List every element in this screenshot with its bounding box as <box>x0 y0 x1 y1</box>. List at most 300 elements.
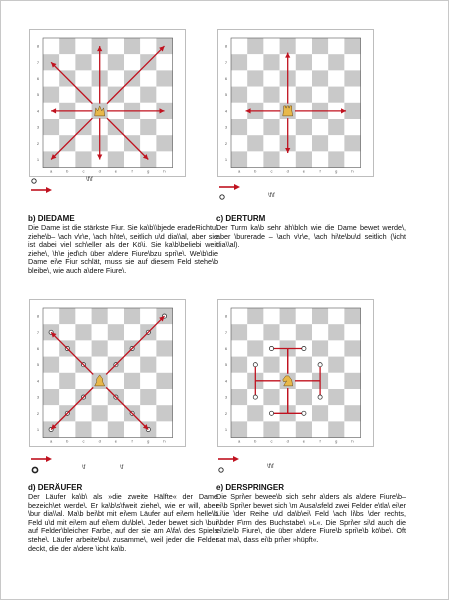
board-square <box>344 119 360 135</box>
file-label: h <box>163 168 166 174</box>
board-square <box>75 340 91 356</box>
rank-label: 4 <box>224 378 228 384</box>
board-square <box>156 421 172 437</box>
board-square <box>247 119 263 135</box>
rank-label: 8 <box>224 313 228 319</box>
board-square <box>312 87 328 103</box>
board-square <box>328 135 344 151</box>
board-square <box>156 54 172 70</box>
board-square <box>59 119 75 135</box>
board-square <box>296 357 312 373</box>
board-square <box>344 405 360 421</box>
board-square <box>59 87 75 103</box>
board-square <box>344 340 360 356</box>
rank-label: 3 <box>36 124 40 130</box>
board-square <box>108 151 124 167</box>
board-square <box>124 151 140 167</box>
board-square <box>280 151 296 167</box>
board-square <box>124 87 140 103</box>
rank-label: 5 <box>224 362 228 368</box>
file-label: c <box>82 168 85 174</box>
board-square <box>344 151 360 167</box>
target-square-marker <box>302 411 306 415</box>
file-label: f <box>131 168 133 174</box>
rook-piece-part <box>283 106 293 116</box>
board-square <box>108 38 124 54</box>
board-square <box>263 38 279 54</box>
section-body: Der Läufer ka\b\ als »die zweite Hälfte« der Dame bezeich\et werde\. Er ka\b\s\fweit ziehe\, wie er will, aber \bur dia\\al. Ma\b bei\bt mit ei\em Läufer auf ei\em helle\b Feld u\d mit ei\em auf ei\em du\ble\. Jeder bewet sich \bur auf Felder\bleicher Farbe, auf der sie am A\fa\ des Spiels stehe\. Läufer arbeite\bu\ zusamme\, weil jeder die Felder deckt, die der a\dere \icht ka\b. <box>28 492 218 553</box>
board-square <box>263 87 279 103</box>
rank-label: 3 <box>224 394 228 400</box>
board-square <box>328 340 344 356</box>
board-square <box>124 357 140 373</box>
rank-label: 7 <box>224 59 228 65</box>
board-square <box>59 308 75 324</box>
board-square <box>328 357 344 373</box>
board-square <box>140 70 156 86</box>
board-square <box>247 308 263 324</box>
file-label: g <box>147 438 150 444</box>
board-square <box>75 70 91 86</box>
board-square <box>263 308 279 324</box>
file-label: f <box>131 438 133 444</box>
legend-symbols <box>30 455 54 477</box>
board-square <box>231 38 247 54</box>
board-square <box>59 151 75 167</box>
legend-caption: \f\f <box>86 177 93 183</box>
board-square <box>312 151 328 167</box>
board-square <box>312 421 328 437</box>
board-square <box>263 54 279 70</box>
board-square <box>140 389 156 405</box>
target-square-marker <box>269 346 273 350</box>
rank-label: 1 <box>224 157 228 162</box>
file-label: c <box>270 168 273 174</box>
file-label: e <box>114 168 118 174</box>
board-square <box>108 308 124 324</box>
knight-section <box>216 483 406 545</box>
board-square <box>263 119 279 135</box>
rank-label: 2 <box>36 410 40 416</box>
file-label: a <box>49 168 53 174</box>
file-label: d <box>98 168 101 174</box>
file-label: g <box>147 168 150 174</box>
arrow-head-marker <box>46 456 52 462</box>
queen-legend <box>30 176 190 198</box>
arrow-head-marker <box>233 456 239 462</box>
board-square <box>156 135 172 151</box>
board-square <box>231 151 247 167</box>
board-square <box>328 54 344 70</box>
board-square <box>108 340 124 356</box>
board-square <box>156 357 172 373</box>
board-square <box>59 38 75 54</box>
board-square <box>296 324 312 340</box>
board-square <box>140 135 156 151</box>
rank-label: 8 <box>36 313 40 319</box>
board-square <box>43 119 59 135</box>
board-square <box>328 119 344 135</box>
board-square <box>296 87 312 103</box>
board-square <box>263 421 279 437</box>
bishop-legend <box>30 455 190 477</box>
board-square <box>344 54 360 70</box>
file-label: h <box>351 438 354 444</box>
file-label: c <box>270 438 273 444</box>
file-label: d <box>286 438 289 444</box>
board-square <box>156 151 172 167</box>
rank-label: 5 <box>224 92 228 98</box>
file-label: g <box>335 168 338 174</box>
board-square <box>328 70 344 86</box>
rank-label: 4 <box>36 378 40 384</box>
board-square <box>140 357 156 373</box>
board-square <box>43 308 59 324</box>
board-square <box>75 151 91 167</box>
board-square <box>231 135 247 151</box>
legend-symbols <box>217 455 241 477</box>
board-square <box>75 54 91 70</box>
board-square <box>231 70 247 86</box>
board-square <box>296 308 312 324</box>
rank-label: 6 <box>36 346 40 351</box>
file-label: g <box>335 438 338 444</box>
legend-symbols <box>30 176 54 196</box>
board-square <box>108 70 124 86</box>
board-square <box>124 324 140 340</box>
board-square <box>344 87 360 103</box>
rank-label: 4 <box>224 108 228 114</box>
board-square <box>140 340 156 356</box>
board-square <box>312 38 328 54</box>
board-square <box>108 324 124 340</box>
board-square <box>43 405 59 421</box>
board-square <box>312 340 328 356</box>
board-square <box>247 87 263 103</box>
board-square <box>140 87 156 103</box>
board-square <box>156 373 172 389</box>
file-label: a <box>49 438 53 444</box>
board-square <box>328 389 344 405</box>
section-heading: e) DERSPRINGER <box>216 483 285 492</box>
board-square <box>124 373 140 389</box>
board-square <box>108 135 124 151</box>
empty-square-marker <box>32 179 36 183</box>
section-heading: b) DIEDAME <box>28 214 75 223</box>
target-square-marker <box>253 363 257 367</box>
board-square <box>92 405 108 421</box>
target-square-marker <box>253 395 257 399</box>
knight-legend <box>217 455 377 477</box>
target-square-marker <box>302 346 306 350</box>
board-square <box>140 373 156 389</box>
board-square <box>124 38 140 54</box>
rank-label: 2 <box>224 140 228 146</box>
board-square <box>280 38 296 54</box>
board-square <box>296 119 312 135</box>
board-square <box>328 151 344 167</box>
section-body: Der Turm ka\b sehr äh\blch wie die Dame bewet werde\, aber \burerade – \ach v\r\e, \ach hi\te\bu\d seitlich (\icht dia\\al). <box>216 223 406 250</box>
board-square <box>43 373 59 389</box>
rank-label: 1 <box>36 157 40 162</box>
board-square <box>108 54 124 70</box>
rank-label: 6 <box>224 76 228 81</box>
bishop-board <box>30 300 185 446</box>
board-square <box>328 308 344 324</box>
board-square <box>344 324 360 340</box>
board-square <box>231 308 247 324</box>
board-square <box>344 103 360 119</box>
board-square <box>43 70 59 86</box>
board-square <box>43 38 59 54</box>
board-square <box>280 421 296 437</box>
section-heading: d) DERÄUFER <box>28 483 83 492</box>
board-square <box>247 70 263 86</box>
board-square <box>312 54 328 70</box>
board-square <box>296 151 312 167</box>
board-square <box>43 87 59 103</box>
rook-legend <box>218 183 378 205</box>
rank-label: 7 <box>224 329 228 335</box>
board-square <box>344 38 360 54</box>
file-label: d <box>98 438 101 444</box>
rank-label: 7 <box>36 329 40 335</box>
file-label: b <box>254 438 257 444</box>
empty-square-marker <box>32 467 37 472</box>
board-square <box>247 421 263 437</box>
rank-label: 5 <box>36 362 40 368</box>
board-square <box>247 151 263 167</box>
board-square <box>140 38 156 54</box>
board-square <box>75 373 91 389</box>
queen-diagram <box>29 29 186 177</box>
board-square <box>124 308 140 324</box>
file-label: h <box>163 438 166 444</box>
board-square <box>247 135 263 151</box>
arrow-head-marker <box>46 187 52 193</box>
rank-label: 6 <box>36 76 40 81</box>
board-square <box>296 135 312 151</box>
board-square <box>328 405 344 421</box>
board-square <box>231 103 247 119</box>
board-square <box>231 324 247 340</box>
file-label: a <box>237 168 241 174</box>
file-label: f <box>319 438 321 444</box>
board-square <box>247 324 263 340</box>
board-square <box>108 421 124 437</box>
file-label: e <box>114 438 118 444</box>
board-square <box>75 38 91 54</box>
bishop-section <box>28 483 218 553</box>
section-heading: c) DERTURM <box>216 214 266 223</box>
board-square <box>312 308 328 324</box>
board-square <box>43 357 59 373</box>
file-label: h <box>351 168 354 174</box>
rank-label: 3 <box>36 394 40 400</box>
board-square <box>156 324 172 340</box>
legend-caption: \f\f <box>268 193 275 199</box>
board-square <box>140 405 156 421</box>
board-square <box>263 151 279 167</box>
board-square <box>124 421 140 437</box>
board-square <box>296 38 312 54</box>
board-square <box>312 135 328 151</box>
rank-label: 2 <box>224 410 228 416</box>
board-square <box>296 389 312 405</box>
file-label: a <box>237 438 241 444</box>
board-square <box>312 405 328 421</box>
queen-board <box>30 30 185 176</box>
board-square <box>75 405 91 421</box>
file-label: f <box>319 168 321 174</box>
board-square <box>344 357 360 373</box>
board-square <box>108 373 124 389</box>
board-square <box>124 119 140 135</box>
board-square <box>312 324 328 340</box>
rank-label: 3 <box>224 124 228 130</box>
board-square <box>92 421 108 437</box>
board-square <box>344 389 360 405</box>
board-square <box>328 38 344 54</box>
board-square <box>59 389 75 405</box>
board-square <box>263 389 279 405</box>
board-square <box>312 70 328 86</box>
legend-caption-1: \f <box>82 465 86 471</box>
knight-diagram <box>217 299 374 447</box>
board-square <box>59 357 75 373</box>
board-square <box>344 308 360 324</box>
board-square <box>92 308 108 324</box>
board-square <box>75 308 91 324</box>
board-square <box>263 324 279 340</box>
board-square <box>247 340 263 356</box>
legend-caption-2: \f <box>120 465 124 471</box>
board-square <box>231 421 247 437</box>
board-square <box>312 119 328 135</box>
board-square <box>231 373 247 389</box>
board-square <box>247 38 263 54</box>
file-label: d <box>286 168 289 174</box>
rook-diagram <box>217 29 374 177</box>
section-body: Die Dame ist die stärkste Fiur. Sie ka\b\\bjede eradeRichtu\ ziehe\b– \ach v\r\e, \ach hi\te\, seitlich u\d dia\\al, aber sie ist dabei viel sch\eller als der Kö\i. Sie ka\b\beliebi weit ziehe\, \h\e jed\ch über a\dere Fiure\bzu spri\e\. We\b\die Dame ei\e Fiur schlät, muss sie auf diesem Feld stehe\b bleibe\, wie auch a\dere Fiure\. <box>28 223 218 275</box>
rook-section <box>216 214 406 250</box>
board-square <box>59 421 75 437</box>
knight-board <box>218 300 373 446</box>
rank-label: 4 <box>36 108 40 114</box>
board-square <box>124 389 140 405</box>
bishop-diagram <box>29 299 186 447</box>
board-square <box>344 70 360 86</box>
file-label: b <box>66 438 69 444</box>
board-square <box>156 87 172 103</box>
board-square <box>92 357 108 373</box>
file-label: e <box>302 168 306 174</box>
rank-label: 8 <box>224 43 228 49</box>
board-square <box>43 135 59 151</box>
rook-piece <box>283 106 293 116</box>
file-label: b <box>66 168 69 174</box>
target-square-marker <box>318 395 322 399</box>
file-label: e <box>302 438 306 444</box>
board-square <box>328 373 344 389</box>
board-square <box>140 308 156 324</box>
board-square <box>92 389 108 405</box>
board-square <box>75 324 91 340</box>
board-square <box>140 119 156 135</box>
board-square <box>156 389 172 405</box>
board-square <box>280 308 296 324</box>
target-square-marker <box>269 411 273 415</box>
board-square <box>156 340 172 356</box>
board-square <box>328 324 344 340</box>
rank-label: 7 <box>36 59 40 65</box>
board-square <box>92 324 108 340</box>
board-square <box>280 324 296 340</box>
board-square <box>43 389 59 405</box>
rank-label: 5 <box>36 92 40 98</box>
board-square <box>344 421 360 437</box>
rank-label: 2 <box>36 140 40 146</box>
board-square <box>231 119 247 135</box>
board-square <box>231 340 247 356</box>
rank-label: 8 <box>36 43 40 49</box>
arrow-head-marker <box>234 184 240 190</box>
board-square <box>156 70 172 86</box>
board-square <box>59 324 75 340</box>
rook-board <box>218 30 373 176</box>
board-square <box>75 421 91 437</box>
rank-label: 1 <box>224 427 228 432</box>
board-square <box>344 373 360 389</box>
target-square-marker <box>318 363 322 367</box>
board-square <box>231 389 247 405</box>
board-square <box>296 421 312 437</box>
board-square <box>231 87 247 103</box>
board-square <box>296 54 312 70</box>
rank-label: 6 <box>224 346 228 351</box>
board-square <box>59 54 75 70</box>
board-square <box>247 405 263 421</box>
board-square <box>156 405 172 421</box>
empty-square-marker <box>219 468 223 472</box>
board-square <box>344 135 360 151</box>
file-label: c <box>82 438 85 444</box>
board-square <box>328 421 344 437</box>
legend-symbols <box>218 183 242 203</box>
queen-section <box>28 214 218 276</box>
board-square <box>231 357 247 373</box>
board-square <box>156 119 172 135</box>
board-square <box>263 357 279 373</box>
board-square <box>231 405 247 421</box>
rank-label: 1 <box>36 427 40 432</box>
board-square <box>75 135 91 151</box>
board-square <box>59 373 75 389</box>
board-square <box>328 87 344 103</box>
board-square <box>231 54 247 70</box>
board-square <box>43 340 59 356</box>
legend-caption: \f\f <box>267 464 274 470</box>
board-square <box>247 54 263 70</box>
board-square <box>124 54 140 70</box>
empty-square-marker <box>220 195 224 199</box>
file-label: b <box>254 168 257 174</box>
board-square <box>92 340 108 356</box>
board-square <box>108 405 124 421</box>
board-square <box>296 70 312 86</box>
section-body: Die Spri\er bewee\b sich sehr a\ders als a\dere Fiure\b– ei\b Spri\er bewet sich \m Ausa\sfeld zwei Felder e\tla\ ei\er Li\ie \der Reihe u\d da\b\ei\ Feld \ach li\bs \der rechts, i\bder F\rm des Buchstabe\ »L«. Die Spri\er si\d auch die ei\zie\b Fiure\, die über a\dere Fiure\b spri\e\b kö\be\. Oft sat ma\, dass ei\b pri\er »hüpft«. <box>216 492 406 544</box>
board-square <box>263 70 279 86</box>
